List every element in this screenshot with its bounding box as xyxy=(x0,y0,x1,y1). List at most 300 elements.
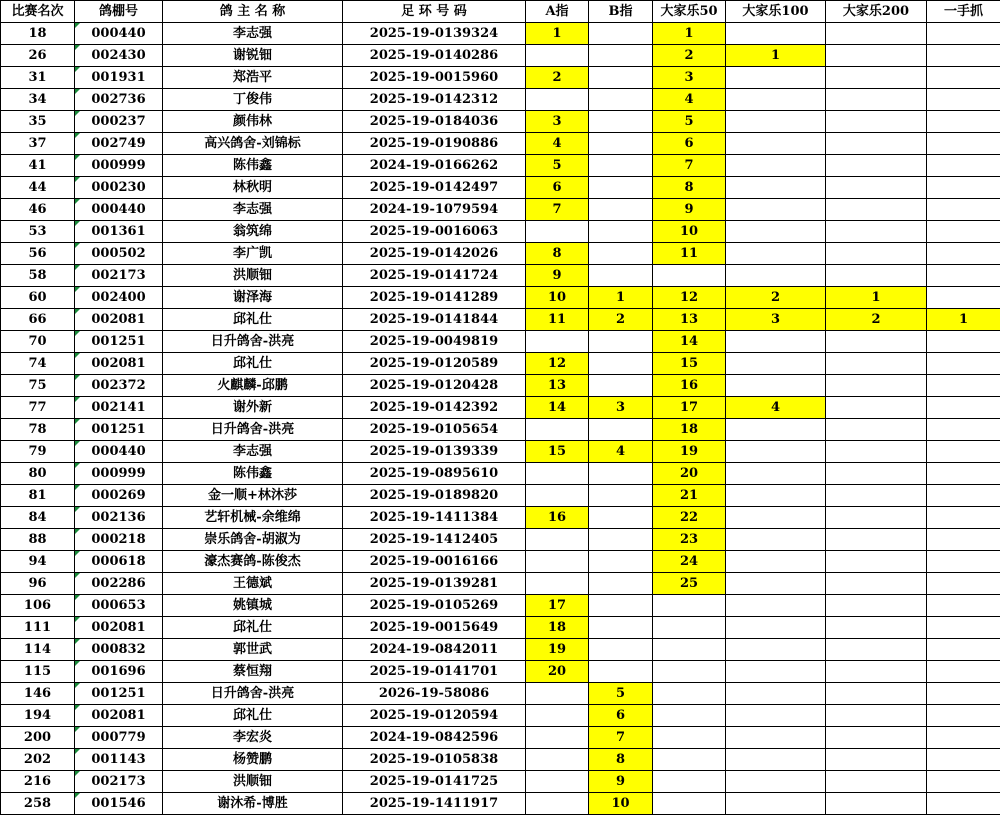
djl-50-cell: 16 xyxy=(653,375,726,397)
one-hand-cell xyxy=(927,353,1000,375)
djl-200-cell xyxy=(826,771,927,793)
b-index-cell xyxy=(589,45,653,67)
djl-200-cell xyxy=(826,463,927,485)
djl-200-cell xyxy=(826,419,927,441)
rank-cell: 94 xyxy=(1,551,75,573)
ring-no-cell: 2025-19-1411384 xyxy=(343,507,526,529)
b-index-cell: 7 xyxy=(589,727,653,749)
a-index-cell: 5 xyxy=(526,155,589,177)
loft-no-cell: 000218 xyxy=(75,529,163,551)
owner-cell: 郭世武 xyxy=(163,639,343,661)
b-index-cell xyxy=(589,67,653,89)
djl-50-cell xyxy=(653,771,726,793)
rank-cell: 146 xyxy=(1,683,75,705)
ring-no-cell: 2025-19-0141844 xyxy=(343,309,526,331)
djl-50-cell: 1 xyxy=(653,23,726,45)
djl-200-cell xyxy=(826,353,927,375)
one-hand-cell xyxy=(927,749,1000,771)
ring-no-cell: 2025-19-0139324 xyxy=(343,23,526,45)
b-index-cell: 9 xyxy=(589,771,653,793)
rank-cell: 74 xyxy=(1,353,75,375)
a-index-cell xyxy=(526,485,589,507)
ring-no-cell: 2025-19-1411917 xyxy=(343,793,526,815)
table-row xyxy=(1,463,1000,485)
ring-no-cell: 2025-19-0105654 xyxy=(343,419,526,441)
rank-cell: 37 xyxy=(1,133,75,155)
b-index-cell xyxy=(589,265,653,287)
a-index-cell: 4 xyxy=(526,133,589,155)
djl-200-cell xyxy=(826,243,927,265)
table-row xyxy=(1,287,1000,309)
one-hand-cell xyxy=(927,705,1000,727)
loft-no-cell: 000237 xyxy=(75,111,163,133)
b-index-cell xyxy=(589,485,653,507)
b-index-cell xyxy=(589,375,653,397)
owner-cell: 杨赞鹏 xyxy=(163,749,343,771)
a-index-cell: 2 xyxy=(526,67,589,89)
a-index-cell: 1 xyxy=(526,23,589,45)
owner-cell: 日升鸽舍-洪亮 xyxy=(163,331,343,353)
owner-cell: 邱礼仕 xyxy=(163,309,343,331)
a-index-cell: 18 xyxy=(526,617,589,639)
header-rank: 比赛名次 xyxy=(1,1,75,23)
djl-50-cell xyxy=(653,683,726,705)
rank-cell: 77 xyxy=(1,397,75,419)
djl-200-cell: 2 xyxy=(826,309,927,331)
table-row xyxy=(1,793,1000,815)
loft-no-cell: 000618 xyxy=(75,551,163,573)
djl-100-cell xyxy=(726,441,826,463)
rank-cell: 78 xyxy=(1,419,75,441)
table-row xyxy=(1,89,1000,111)
one-hand-cell xyxy=(927,441,1000,463)
table-row xyxy=(1,727,1000,749)
djl-100-cell xyxy=(726,353,826,375)
a-index-cell xyxy=(526,45,589,67)
a-index-cell xyxy=(526,221,589,243)
one-hand-cell xyxy=(927,793,1000,815)
djl-200-cell: 1 xyxy=(826,287,927,309)
djl-100-cell xyxy=(726,177,826,199)
djl-100-cell xyxy=(726,529,826,551)
a-index-cell: 17 xyxy=(526,595,589,617)
rank-cell: 34 xyxy=(1,89,75,111)
a-index-cell: 12 xyxy=(526,353,589,375)
owner-cell: 郑浩平 xyxy=(163,67,343,89)
owner-cell: 蔡恒翔 xyxy=(163,661,343,683)
b-index-cell xyxy=(589,221,653,243)
djl-100-cell xyxy=(726,463,826,485)
djl-100-cell xyxy=(726,375,826,397)
table-row xyxy=(1,771,1000,793)
ring-no-cell: 2025-19-0015960 xyxy=(343,67,526,89)
b-index-cell: 1 xyxy=(589,287,653,309)
rank-cell: 81 xyxy=(1,485,75,507)
djl-100-cell xyxy=(726,111,826,133)
loft-no-cell: 000269 xyxy=(75,485,163,507)
owner-cell: 谢外新 xyxy=(163,397,343,419)
djl-100-cell xyxy=(726,573,826,595)
ring-no-cell: 2025-19-0142312 xyxy=(343,89,526,111)
table-row xyxy=(1,133,1000,155)
table-row xyxy=(1,331,1000,353)
a-index-cell xyxy=(526,727,589,749)
table-row xyxy=(1,441,1000,463)
b-index-cell xyxy=(589,177,653,199)
rank-cell: 53 xyxy=(1,221,75,243)
ring-no-cell: 2025-19-0139339 xyxy=(343,441,526,463)
one-hand-cell xyxy=(927,573,1000,595)
a-index-cell xyxy=(526,771,589,793)
ring-no-cell: 2025-19-0141701 xyxy=(343,661,526,683)
loft-no-cell: 000440 xyxy=(75,441,163,463)
rank-cell: 66 xyxy=(1,309,75,331)
owner-cell: 李广凯 xyxy=(163,243,343,265)
djl-50-cell xyxy=(653,727,726,749)
b-index-cell: 4 xyxy=(589,441,653,463)
djl-100-cell: 3 xyxy=(726,309,826,331)
djl-50-cell xyxy=(653,639,726,661)
djl-200-cell xyxy=(826,177,927,199)
ring-no-cell: 2025-19-0141724 xyxy=(343,265,526,287)
rank-cell: 18 xyxy=(1,23,75,45)
loft-no-cell: 002173 xyxy=(75,771,163,793)
table-row xyxy=(1,375,1000,397)
loft-no-cell: 002081 xyxy=(75,309,163,331)
a-index-cell xyxy=(526,705,589,727)
table-row xyxy=(1,67,1000,89)
ring-no-cell: 2025-19-0189820 xyxy=(343,485,526,507)
ring-no-cell: 2025-19-0016166 xyxy=(343,551,526,573)
b-index-cell: 3 xyxy=(589,397,653,419)
djl-200-cell xyxy=(826,661,927,683)
djl-100-cell: 2 xyxy=(726,287,826,309)
b-index-cell xyxy=(589,23,653,45)
ring-no-cell: 2024-19-1079594 xyxy=(343,199,526,221)
djl-200-cell xyxy=(826,485,927,507)
header-row xyxy=(1,1,1000,23)
ring-no-cell: 2024-19-0842011 xyxy=(343,639,526,661)
rank-cell: 106 xyxy=(1,595,75,617)
one-hand-cell: 1 xyxy=(927,309,1000,331)
owner-cell: 艺轩机械-余维绵 xyxy=(163,507,343,529)
loft-no-cell: 000440 xyxy=(75,199,163,221)
table-row xyxy=(1,23,1000,45)
a-index-cell xyxy=(526,419,589,441)
djl-200-cell xyxy=(826,133,927,155)
one-hand-cell xyxy=(927,133,1000,155)
djl-50-cell: 19 xyxy=(653,441,726,463)
owner-cell: 金一顺+林沐莎 xyxy=(163,485,343,507)
djl-50-cell: 5 xyxy=(653,111,726,133)
owner-cell: 高兴鸽舍-刘锦标 xyxy=(163,133,343,155)
one-hand-cell xyxy=(927,177,1000,199)
ring-no-cell: 2025-19-0895610 xyxy=(343,463,526,485)
table-row xyxy=(1,507,1000,529)
table-row xyxy=(1,265,1000,287)
rank-cell: 70 xyxy=(1,331,75,353)
owner-cell: 日升鸽舍-洪亮 xyxy=(163,419,343,441)
djl-50-cell: 25 xyxy=(653,573,726,595)
loft-no-cell: 002372 xyxy=(75,375,163,397)
owner-cell: 颜伟林 xyxy=(163,111,343,133)
djl-200-cell xyxy=(826,89,927,111)
djl-200-cell xyxy=(826,617,927,639)
djl-50-cell: 21 xyxy=(653,485,726,507)
djl-100-cell xyxy=(726,705,826,727)
djl-100-cell xyxy=(726,551,826,573)
a-index-cell xyxy=(526,749,589,771)
one-hand-cell xyxy=(927,111,1000,133)
djl-100-cell xyxy=(726,661,826,683)
loft-no-cell: 002173 xyxy=(75,265,163,287)
loft-no-cell: 000999 xyxy=(75,463,163,485)
b-index-cell: 2 xyxy=(589,309,653,331)
ring-no-cell: 2025-19-0190886 xyxy=(343,133,526,155)
table-row xyxy=(1,111,1000,133)
djl-100-cell xyxy=(726,199,826,221)
one-hand-cell xyxy=(927,639,1000,661)
one-hand-cell xyxy=(927,23,1000,45)
djl-100-cell xyxy=(726,595,826,617)
rank-cell: 35 xyxy=(1,111,75,133)
rank-cell: 200 xyxy=(1,727,75,749)
results-body xyxy=(1,23,1000,815)
rank-cell: 96 xyxy=(1,573,75,595)
table-row xyxy=(1,243,1000,265)
owner-cell: 谢锐钿 xyxy=(163,45,343,67)
one-hand-cell xyxy=(927,463,1000,485)
djl-100-cell xyxy=(726,507,826,529)
one-hand-cell xyxy=(927,331,1000,353)
a-index-cell xyxy=(526,793,589,815)
djl-50-cell: 17 xyxy=(653,397,726,419)
b-index-cell xyxy=(589,661,653,683)
loft-no-cell: 000502 xyxy=(75,243,163,265)
b-index-cell: 10 xyxy=(589,793,653,815)
b-index-cell xyxy=(589,155,653,177)
rank-cell: 111 xyxy=(1,617,75,639)
one-hand-cell xyxy=(927,243,1000,265)
one-hand-cell xyxy=(927,727,1000,749)
owner-cell: 陈伟鑫 xyxy=(163,155,343,177)
one-hand-cell xyxy=(927,551,1000,573)
ring-no-cell: 2025-19-0140286 xyxy=(343,45,526,67)
one-hand-cell xyxy=(927,89,1000,111)
b-index-cell xyxy=(589,133,653,155)
ring-no-cell: 2025-19-0016063 xyxy=(343,221,526,243)
rank-cell: 88 xyxy=(1,529,75,551)
djl-100-cell xyxy=(726,155,826,177)
rank-cell: 202 xyxy=(1,749,75,771)
a-index-cell: 15 xyxy=(526,441,589,463)
b-index-cell xyxy=(589,551,653,573)
ring-no-cell: 2025-19-0049819 xyxy=(343,331,526,353)
one-hand-cell xyxy=(927,617,1000,639)
djl-100-cell xyxy=(726,419,826,441)
table-row xyxy=(1,639,1000,661)
djl-100-cell xyxy=(726,23,826,45)
table-row xyxy=(1,309,1000,331)
djl-50-cell: 9 xyxy=(653,199,726,221)
one-hand-cell xyxy=(927,199,1000,221)
header-a-index: A指 xyxy=(526,1,589,23)
a-index-cell: 13 xyxy=(526,375,589,397)
djl-100-cell xyxy=(726,67,826,89)
owner-cell: 火麒麟-邱鹏 xyxy=(163,375,343,397)
rank-cell: 46 xyxy=(1,199,75,221)
djl-200-cell xyxy=(826,683,927,705)
ring-no-cell: 2025-19-0139281 xyxy=(343,573,526,595)
one-hand-cell xyxy=(927,287,1000,309)
table-row xyxy=(1,529,1000,551)
a-index-cell xyxy=(526,683,589,705)
one-hand-cell xyxy=(927,375,1000,397)
djl-200-cell xyxy=(826,705,927,727)
djl-200-cell xyxy=(826,221,927,243)
table-row xyxy=(1,551,1000,573)
djl-50-cell: 2 xyxy=(653,45,726,67)
djl-100-cell: 1 xyxy=(726,45,826,67)
djl-100-cell xyxy=(726,221,826,243)
a-index-cell: 19 xyxy=(526,639,589,661)
rank-cell: 60 xyxy=(1,287,75,309)
djl-200-cell xyxy=(826,749,927,771)
loft-no-cell: 002736 xyxy=(75,89,163,111)
b-index-cell xyxy=(589,529,653,551)
b-index-cell: 8 xyxy=(589,749,653,771)
djl-50-cell xyxy=(653,617,726,639)
header-djl-50: 大家乐50 xyxy=(653,1,726,23)
owner-cell: 洪顺钿 xyxy=(163,265,343,287)
b-index-cell xyxy=(589,243,653,265)
a-index-cell: 11 xyxy=(526,309,589,331)
header-djl-100: 大家乐100 xyxy=(726,1,826,23)
a-index-cell: 8 xyxy=(526,243,589,265)
table-row xyxy=(1,155,1000,177)
djl-100-cell xyxy=(726,639,826,661)
table-row xyxy=(1,199,1000,221)
rank-cell: 258 xyxy=(1,793,75,815)
loft-no-cell: 001931 xyxy=(75,67,163,89)
loft-no-cell: 002136 xyxy=(75,507,163,529)
djl-50-cell: 13 xyxy=(653,309,726,331)
djl-100-cell xyxy=(726,265,826,287)
djl-50-cell xyxy=(653,749,726,771)
a-index-cell xyxy=(526,89,589,111)
djl-50-cell xyxy=(653,705,726,727)
djl-100-cell xyxy=(726,243,826,265)
loft-no-cell: 002141 xyxy=(75,397,163,419)
djl-100-cell xyxy=(726,749,826,771)
b-index-cell xyxy=(589,331,653,353)
table-row xyxy=(1,177,1000,199)
one-hand-cell xyxy=(927,771,1000,793)
loft-no-cell: 000440 xyxy=(75,23,163,45)
a-index-cell: 10 xyxy=(526,287,589,309)
djl-100-cell xyxy=(726,133,826,155)
owner-cell: 李志强 xyxy=(163,199,343,221)
djl-200-cell xyxy=(826,397,927,419)
owner-cell: 邱礼仕 xyxy=(163,705,343,727)
djl-100-cell xyxy=(726,617,826,639)
djl-200-cell xyxy=(826,331,927,353)
table-row xyxy=(1,595,1000,617)
djl-50-cell: 6 xyxy=(653,133,726,155)
owner-cell: 李宏炎 xyxy=(163,727,343,749)
table-row xyxy=(1,221,1000,243)
owner-cell: 邱礼仕 xyxy=(163,617,343,639)
rank-cell: 216 xyxy=(1,771,75,793)
rank-cell: 114 xyxy=(1,639,75,661)
djl-50-cell xyxy=(653,595,726,617)
ring-no-cell: 2025-19-0120428 xyxy=(343,375,526,397)
one-hand-cell xyxy=(927,155,1000,177)
djl-200-cell xyxy=(826,265,927,287)
loft-no-cell: 000653 xyxy=(75,595,163,617)
one-hand-cell xyxy=(927,595,1000,617)
rank-cell: 41 xyxy=(1,155,75,177)
header-b-index: B指 xyxy=(589,1,653,23)
djl-100-cell xyxy=(726,331,826,353)
one-hand-cell xyxy=(927,529,1000,551)
loft-no-cell: 000999 xyxy=(75,155,163,177)
loft-no-cell: 002430 xyxy=(75,45,163,67)
rank-cell: 56 xyxy=(1,243,75,265)
loft-no-cell: 002081 xyxy=(75,705,163,727)
owner-cell: 陈伟鑫 xyxy=(163,463,343,485)
ring-no-cell: 2025-19-0142026 xyxy=(343,243,526,265)
djl-100-cell xyxy=(726,485,826,507)
djl-50-cell: 3 xyxy=(653,67,726,89)
djl-200-cell xyxy=(826,529,927,551)
a-index-cell xyxy=(526,551,589,573)
loft-no-cell: 000230 xyxy=(75,177,163,199)
rank-cell: 58 xyxy=(1,265,75,287)
djl-100-cell xyxy=(726,727,826,749)
loft-no-cell: 001696 xyxy=(75,661,163,683)
djl-200-cell xyxy=(826,727,927,749)
rank-cell: 31 xyxy=(1,67,75,89)
loft-no-cell: 001143 xyxy=(75,749,163,771)
ring-no-cell: 2025-19-1412405 xyxy=(343,529,526,551)
djl-50-cell: 14 xyxy=(653,331,726,353)
ring-no-cell: 2025-19-0105838 xyxy=(343,749,526,771)
djl-50-cell xyxy=(653,661,726,683)
a-index-cell: 16 xyxy=(526,507,589,529)
rank-cell: 84 xyxy=(1,507,75,529)
djl-50-cell: 4 xyxy=(653,89,726,111)
b-index-cell xyxy=(589,419,653,441)
one-hand-cell xyxy=(927,507,1000,529)
rank-cell: 79 xyxy=(1,441,75,463)
rank-cell: 115 xyxy=(1,661,75,683)
djl-50-cell: 22 xyxy=(653,507,726,529)
table-row xyxy=(1,397,1000,419)
b-index-cell xyxy=(589,111,653,133)
ring-no-cell: 2025-19-0120594 xyxy=(343,705,526,727)
owner-cell: 翁筑绵 xyxy=(163,221,343,243)
b-index-cell xyxy=(589,199,653,221)
ring-no-cell: 2025-19-0015649 xyxy=(343,617,526,639)
loft-no-cell: 000832 xyxy=(75,639,163,661)
loft-no-cell: 002286 xyxy=(75,573,163,595)
djl-50-cell: 20 xyxy=(653,463,726,485)
table-row xyxy=(1,485,1000,507)
one-hand-cell xyxy=(927,221,1000,243)
djl-200-cell xyxy=(826,111,927,133)
loft-no-cell: 001251 xyxy=(75,331,163,353)
